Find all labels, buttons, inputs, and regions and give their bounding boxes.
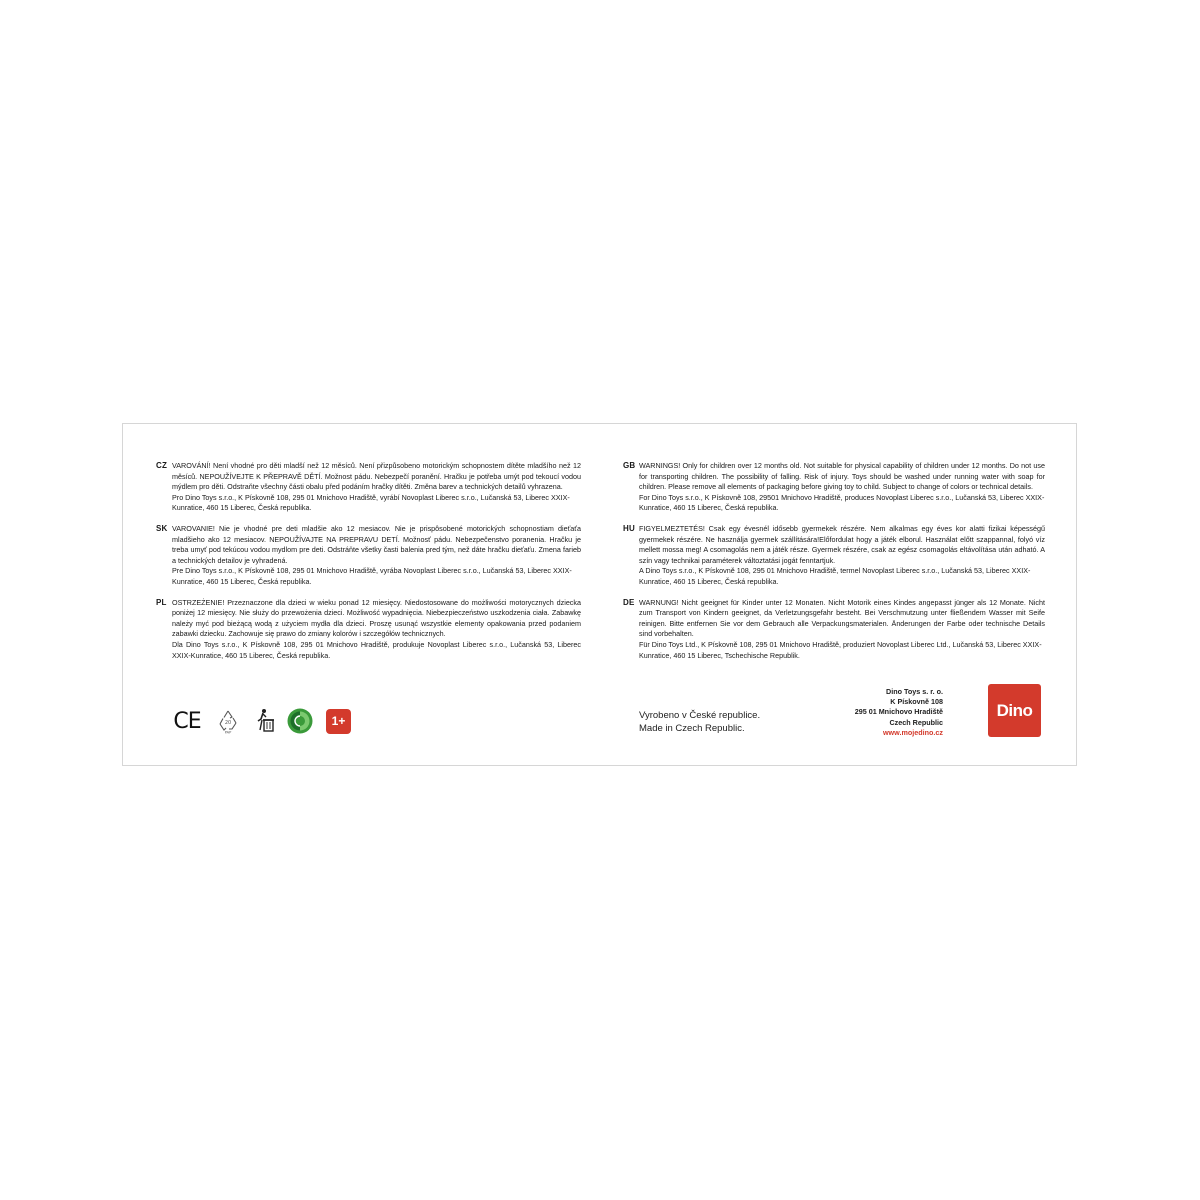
warning-block-sk — [156, 524, 581, 588]
warning-block-pl — [156, 598, 581, 662]
language-code: CZ — [156, 461, 168, 470]
company-street: K Pískovně 108 — [890, 697, 943, 707]
warning-paragraph: FIGYELMEZTETÉS! Csak egy évesnél idősebb gyermekek részére. Nem alkalmas egy éves kor alatti fizikai képességű gyermekek részére. Ne használja gyermek szállítására!Előfordulat hogy a játék elborul. Használat előtt szappannal, folyó víz mellett mossa meg! A csomagolás nem a játék része. Gyermek részére, csak az egész csomagolás eltávolítása után adható. A szín vagy technikai paraméterek változtatási jogát fenntartjuk. — [639, 523, 1045, 565]
logo-text: Dino — [996, 700, 1033, 720]
manufacturer-address: Pro Dino Toys s.r.o., K Pískovně 108, 295 01 Mnichovo Hradiště, vyrábí Novoplast Liberec s.r.o., Lučanská 53, Liberec XXIX-Kunratice, 460 15 Liberec, Česká republika. — [172, 492, 570, 513]
made-in-english: Made in Czech Republic. — [639, 723, 745, 734]
company-city: 295 01 Mnichovo Hradiště — [854, 707, 943, 717]
ce-mark-icon: CE — [173, 708, 201, 734]
warning-text — [639, 524, 1045, 588]
warning-block-cz — [156, 461, 581, 514]
language-code: HU — [623, 523, 635, 533]
recycle-icon — [215, 708, 241, 734]
manufacturer-address: Dla Dino Toys s.r.o., K Pískovně 108, 295 01 Mnichovo Hradiště, produkuje Novoplast Liberec s.r.o., Lučanská 53, Liberec XXIX-Kunratice, 460 15 Liberec, Česká republika. — [172, 639, 581, 660]
company-address — [855, 687, 943, 738]
manufacturer-address: For Dino Toys s.r.o., K Pískovně 108, 29501 Mnichovo Hradiště, produces Novoplast Liberec s.r.o., Lučanská 53, Liberec XXIX-Kunratice, 460 15 Liberec, Česká republika. — [639, 492, 1045, 513]
trash-bin-icon — [252, 708, 276, 734]
language-code: PL — [156, 597, 167, 607]
language-code: SK — [156, 523, 168, 533]
warning-block-gb — [623, 461, 1045, 514]
svg-text:20: 20 — [224, 720, 232, 726]
safety-icons-row — [170, 707, 351, 735]
manufacturer-address: A Dino Toys s.r.o., K Pískovně 108, 295 01 Mnichovo Hradiště, termel Novoplast Liberec s.r.o., Lučanská 53, Liberec XXIX-Kunratice, 460 15 Liberec, Česká republika. — [639, 566, 1031, 586]
green-dot-icon — [287, 708, 313, 734]
warning-block-hu — [623, 524, 1045, 588]
company-country: Czech Republic — [889, 717, 943, 727]
company-website: www.mojedino.cz — [882, 727, 943, 737]
warning-block-de — [623, 598, 1045, 662]
warning-text — [639, 461, 1045, 514]
language-code: DE — [623, 597, 635, 607]
warning-text — [172, 461, 581, 514]
language-code: GB — [623, 461, 636, 470]
company-name: Dino Toys s. r. o. — [886, 687, 943, 696]
warning-text — [172, 598, 581, 662]
made-in-text — [639, 709, 760, 735]
warning-text — [639, 598, 1045, 662]
warning-paragraph: VAROVANIE! Nie je vhodné pre deti mladšie ako 12 mesiacov. Nie je prispôsobené motorických schopnostiam dieťaťa mladšieho ako 12 mesiacov. NEPOUŽÍVAJTE NA PREPRAVU DETÍ. Možnosť pádu. Nebezpečenstvo poranenia. Hračku je treba umyť pod tekúcou vodou mydlom pre deti. Odstráňte všetky časti balenia pred tým, než dáte hračku dieťaťu. Zmena farieb a technických detailov je vyhradená. — [172, 523, 581, 565]
warnings-right-column — [623, 461, 1045, 671]
made-in-czech: Vyrobeno v České republice. — [639, 710, 761, 721]
warnings-left-column — [156, 461, 581, 671]
product-label-card — [122, 423, 1077, 766]
warning-text — [172, 524, 581, 588]
warning-paragraph: WARNUNG! Nicht geeignet für Kinder unter 12 Monaten. Nicht Motorik eines Kindes angepasst jünger als 12 Monate. Nicht zum Transport von Kindern geeignet, da Verletzungsgefahr besteht. Bei Verschmutzung unter fließendem Wasser mit Seife reinigen. Bitte entfernen Sie vor dem Gebrauch alle Verpackungsmaterialen. Änderungen der Farbe oder technische Details sind vorbehalten. — [639, 597, 1045, 639]
manufacturer-address: Pre Dino Toys s.r.o., K Pískovně 108, 295 01 Mnichovo Hradiště, vyrába Novoplast Liberec s.r.o., Lučanská 53, Liberec XXIX-Kunratice, 460 15 Liberec, Česká republika. — [172, 566, 572, 586]
warning-paragraph: VAROVÁNÍ! Není vhodné pro děti mladší než 12 měsíců. Není přizpůsobeno motorickým schopnostem dítěte mladšího než 12 měsíců. NEPOUŽÍVEJTE K PŘEPRAVĚ DĚTÍ. Možnost pádu. Nebezpečí poranění. Hračku je potřeba umýt pod tekoucí vodou mýdlem pro děti. Odstraňte všechny části obalu před podáním hračky dítěti. Změna barev a technických detailů vyhrazena. — [172, 461, 581, 492]
warning-paragraph: OSTRZEŻENIE! Przeznaczone dla dzieci w wieku ponad 12 miesięcy. Niedostosowane do możliwości motorycznych dziecka poniżej 12 miesięcy. Nie służy do przewożenia dzieci. Możliwość wypadnięcia. Niebezpieczeństwo uszkodzenia ciała. Zabawkę należy myć pod bieżącą wodą z użyciem mydła dla dzieci. Proszę usunąć wszystkie elementy opakowania przed podaniem zabawki dziecku. Zachowuje się prawo do zmiany kolorów i szczegółów technicznych. — [172, 597, 581, 639]
manufacturer-address: Für Dino Toys Ltd., K Pískovně 108, 295 01 Mnichovo Hradiště, produziert Novoplast Liberec Ltd., Lučanská 53, Liberec XXIX-Kunratice, 460 15 Liberec, Tschechische Republik. — [639, 639, 1042, 660]
dino-logo — [988, 684, 1041, 737]
svg-text:PAP: PAP — [224, 730, 232, 734]
age-restriction-badge: 1+ — [326, 709, 351, 734]
warning-paragraph: WARNINGS! Only for children over 12 months old. Not suitable for physical capability of children under 12 months. Do not use for transporting children. The possibility of falling. Risk of injury. Toys should be washed under running water with soap for children. Please remove all elements of packaging before giving toy to child. Subject to change of colors or technical details. — [639, 461, 1045, 492]
